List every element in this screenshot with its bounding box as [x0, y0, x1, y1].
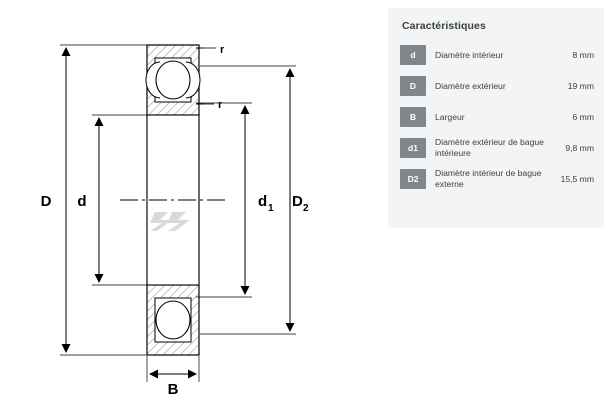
- spec-label-width: Largeur: [435, 111, 465, 122]
- spec-value-outer-diameter: 19 mm: [567, 81, 594, 91]
- badge-D: D: [400, 76, 426, 96]
- spec-label-inner-ring-od: Diamètre extérieur de bague intérieure: [435, 137, 544, 158]
- spec-label-inner-diameter: Diamètre intérieur: [435, 49, 504, 60]
- spec-row-width: [400, 104, 594, 130]
- spec-row-inner-ring-od: [400, 135, 594, 161]
- label-d1: [258, 193, 274, 214]
- spec-row-outer-diameter: [400, 73, 594, 99]
- label-d1-subscript: 1: [268, 203, 274, 214]
- radius-leaders: [198, 48, 216, 104]
- label-r-top: r: [220, 44, 225, 56]
- badge-d: d: [400, 45, 426, 65]
- spec-label-outer-ring-id: Diamètre intérieur de bague externe: [435, 168, 542, 189]
- spec-row-outer-ring-id: [400, 166, 594, 192]
- label-D2-base: D: [292, 193, 303, 210]
- badge-D2: D2: [400, 169, 426, 189]
- label-r-inner: r: [218, 99, 223, 111]
- label-D2: [292, 193, 309, 214]
- spec-value-outer-ring-id: 15,5 mm: [560, 174, 594, 184]
- panel-title: Caractéristiques: [402, 20, 486, 32]
- spec-label-outer-diameter: Diamètre extérieur: [435, 80, 506, 91]
- label-D2-subscript: 2: [303, 203, 309, 214]
- spec-value-inner-diameter: 8 mm: [572, 50, 594, 60]
- spec-value-inner-ring-od: 9,8 mm: [565, 143, 594, 153]
- badge-d1: d1: [400, 138, 426, 158]
- spec-value-width: 6 mm: [572, 112, 594, 122]
- spec-row-inner-diameter: [400, 42, 594, 68]
- label-d1-base: d: [258, 193, 268, 210]
- ball-bottom: [156, 301, 190, 339]
- label-D: D: [40, 193, 52, 210]
- label-B: B: [167, 381, 179, 398]
- characteristics-panel: [388, 8, 604, 228]
- ball-top: [156, 61, 190, 99]
- badge-B: B: [400, 107, 426, 127]
- label-d: d: [77, 193, 87, 210]
